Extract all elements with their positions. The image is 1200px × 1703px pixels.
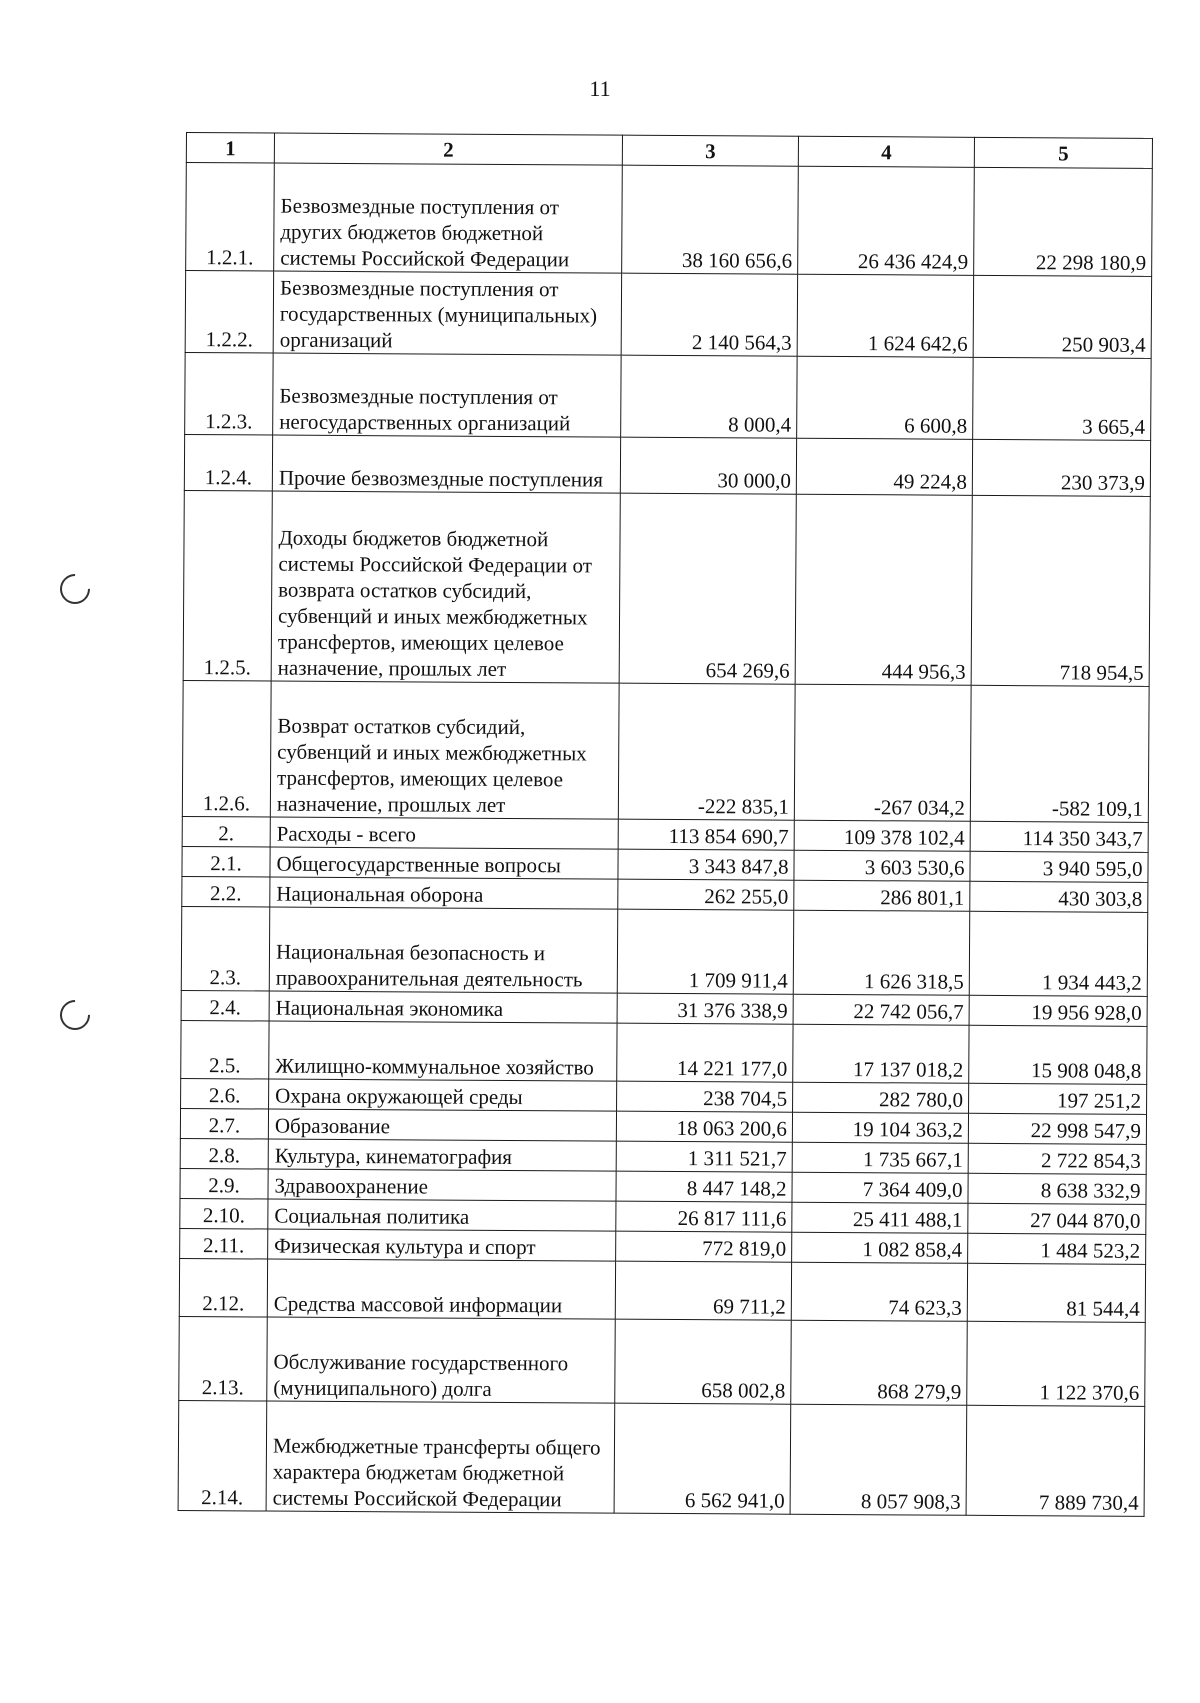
value-col3: 1 709 911,4 — [617, 909, 794, 994]
row-code: 2.10. — [180, 1198, 268, 1229]
row-code: 1.2.2. — [185, 271, 273, 354]
value-col5: 1 122 370,6 — [967, 1321, 1146, 1406]
value-col4: 1 624 642,6 — [797, 274, 973, 357]
row-code: 2.14. — [178, 1400, 267, 1511]
row-code: 2.7. — [180, 1108, 268, 1139]
value-col5: 114 350 343,7 — [970, 821, 1148, 852]
value-col4: 286 801,1 — [794, 880, 970, 911]
value-col4: 8 057 908,3 — [790, 1404, 967, 1515]
value-col4: 868 279,9 — [791, 1320, 968, 1405]
value-col3: 31 376 338,9 — [617, 993, 793, 1024]
page-number: 11 — [589, 76, 611, 101]
row-name: Культура, кинематография — [268, 1139, 616, 1171]
row-name: Образование — [268, 1109, 616, 1141]
column-header: 3 — [622, 135, 798, 166]
row-name: Национальная экономика — [269, 991, 617, 1023]
value-col4: 22 742 056,7 — [793, 994, 969, 1025]
value-col3: 18 063 200,6 — [616, 1111, 792, 1142]
value-col4: 1 735 667,1 — [792, 1142, 968, 1173]
table-row — [185, 271, 1151, 359]
budget-table-container — [178, 132, 1153, 1517]
table-row — [178, 1400, 1145, 1516]
value-col4: 109 378 102,4 — [794, 820, 970, 851]
value-col5: 430 303,8 — [970, 881, 1148, 912]
row-name: Социальная политика — [268, 1199, 616, 1231]
table-row — [179, 1316, 1145, 1406]
value-col3: 113 854 690,7 — [618, 819, 794, 850]
row-code: 2.6. — [181, 1078, 269, 1109]
row-code: 2.3. — [181, 906, 270, 991]
value-col3: 262 255,0 — [618, 879, 794, 910]
row-name: Физическая культура и спорт — [268, 1229, 616, 1261]
table-row — [183, 490, 1150, 686]
row-name: Средства массовой информации — [267, 1259, 615, 1319]
column-header: 1 — [186, 133, 274, 164]
value-col5: 1 934 443,2 — [969, 911, 1148, 996]
value-col3: 26 817 111,6 — [616, 1201, 792, 1232]
row-name: Охрана окружающей среды — [269, 1079, 617, 1111]
column-header: 4 — [798, 136, 974, 167]
value-col4: 1 626 318,5 — [793, 910, 970, 995]
row-code: 1.2.1. — [186, 163, 275, 272]
value-col5: 15 908 048,8 — [969, 1025, 1147, 1084]
value-col4: 282 780,0 — [793, 1082, 969, 1113]
value-col4: 26 436 424,9 — [798, 166, 975, 275]
value-col5: 197 251,2 — [969, 1083, 1147, 1114]
value-col4: 17 137 018,2 — [793, 1024, 969, 1083]
row-name: Обслуживание государственного (муниципального) долга — [267, 1317, 616, 1403]
row-name: Возврат остатков субсидий, субвенций и иных межбюджетных трансфертов, имеющих целевое назначение, прошлых лет — [270, 681, 619, 819]
row-name: Безвозмездные поступления от других бюджетов бюджетной системы Российской Федерации — [274, 163, 623, 273]
budget-table — [178, 132, 1153, 1517]
value-col5: 27 044 870,0 — [968, 1203, 1146, 1234]
value-col5: 2 722 854,3 — [968, 1143, 1146, 1174]
value-col3: 2 140 564,3 — [621, 273, 797, 356]
value-col5: 22 298 180,9 — [974, 167, 1153, 276]
row-name: Расходы - всего — [270, 817, 618, 849]
value-col3: 658 002,8 — [615, 1319, 792, 1404]
row-code: 2. — [182, 816, 270, 847]
value-col5: 8 638 332,9 — [968, 1173, 1146, 1204]
row-name: Национальная безопасность и правоохранительная деятельность — [269, 907, 618, 993]
value-col5: 230 373,9 — [972, 439, 1150, 496]
value-col3: -222 835,1 — [618, 683, 795, 820]
value-col5: -582 109,1 — [970, 685, 1149, 822]
row-name: Безвозмездные поступления от негосударственных организаций — [273, 353, 621, 437]
value-col3: 238 704,5 — [617, 1081, 793, 1112]
value-col4: 74 623,3 — [791, 1262, 967, 1321]
table-row — [181, 1020, 1147, 1084]
value-col4: 49 224,8 — [796, 438, 972, 495]
table-row — [182, 680, 1149, 822]
value-col3: 3 343 847,8 — [618, 849, 794, 880]
value-col5: 22 998 547,9 — [968, 1113, 1146, 1144]
row-code: 1.2.4. — [184, 434, 272, 491]
row-code: 2.2. — [182, 876, 270, 907]
row-code: 2.5. — [181, 1020, 269, 1079]
punch-hole-mark — [54, 568, 96, 610]
table-row — [179, 1258, 1145, 1322]
value-col3: 1 311 521,7 — [616, 1141, 792, 1172]
value-col3: 69 711,2 — [615, 1261, 791, 1320]
value-col3: 772 819,0 — [616, 1231, 792, 1262]
value-col5: 81 544,4 — [967, 1263, 1145, 1322]
row-code: 2.12. — [179, 1258, 267, 1317]
row-code: 2.8. — [180, 1138, 268, 1169]
value-col4: 3 603 530,6 — [794, 850, 970, 881]
row-name: Здравоохранение — [268, 1169, 616, 1201]
value-col4: 6 600,8 — [797, 356, 973, 439]
row-name: Доходы бюджетов бюджетной системы Российской Федерации от возврата остатков субсидий, субвенций и иных межбюджетных трансфертов, имеющих целевое назначение, прошлых лет — [271, 491, 620, 683]
value-col5: 19 956 928,0 — [969, 995, 1147, 1026]
value-col3: 6 562 941,0 — [614, 1403, 791, 1514]
value-col4: 19 104 363,2 — [792, 1112, 968, 1143]
row-code: 1.2.3. — [185, 352, 273, 435]
value-col3: 8 000,4 — [621, 355, 797, 438]
row-code: 1.2.5. — [183, 490, 272, 681]
column-header: 5 — [974, 137, 1152, 168]
row-code: 1.2.6. — [182, 680, 271, 817]
table-row — [185, 352, 1151, 440]
table-row — [181, 906, 1147, 996]
row-code: 2.13. — [179, 1316, 268, 1401]
value-col5: 1 484 523,2 — [968, 1233, 1146, 1264]
value-col4: -267 034,2 — [794, 684, 971, 821]
row-name: Безвозмездные поступления от государственных (муниципальных) организаций — [273, 271, 621, 355]
row-code: 2.9. — [180, 1168, 268, 1199]
column-header: 2 — [274, 133, 622, 165]
value-col3: 8 447 148,2 — [616, 1171, 792, 1202]
value-col5: 250 903,4 — [973, 275, 1151, 358]
value-col3: 14 221 177,0 — [617, 1023, 793, 1082]
value-col4: 1 082 858,4 — [792, 1232, 968, 1263]
table-row — [184, 434, 1150, 496]
row-name: Прочие безвозмездные поступления — [272, 435, 620, 493]
value-col5: 3 940 595,0 — [970, 851, 1148, 882]
row-code: 2.11. — [180, 1228, 268, 1259]
value-col4: 444 956,3 — [795, 494, 972, 685]
value-col4: 25 411 488,1 — [792, 1202, 968, 1233]
row-name: Межбюджетные трансферты общего характера бюджетам бюджетной системы Российской Федерации — [266, 1401, 615, 1513]
row-name: Национальная оборона — [270, 877, 618, 909]
table-row — [186, 163, 1153, 277]
row-code: 2.4. — [181, 990, 269, 1021]
punch-hole-mark — [54, 994, 96, 1036]
value-col5: 7 889 730,4 — [966, 1405, 1145, 1516]
value-col3: 38 160 656,6 — [622, 165, 799, 274]
row-code: 2.1. — [182, 846, 270, 877]
row-name: Жилищно-коммунальное хозяйство — [269, 1021, 617, 1081]
value-col4: 7 364 409,0 — [792, 1172, 968, 1203]
value-col5: 3 665,4 — [973, 357, 1151, 440]
value-col3: 654 269,6 — [619, 493, 796, 684]
value-col3: 30 000,0 — [620, 437, 796, 494]
row-name: Общегосударственные вопросы — [270, 847, 618, 879]
value-col5: 718 954,5 — [971, 495, 1150, 686]
